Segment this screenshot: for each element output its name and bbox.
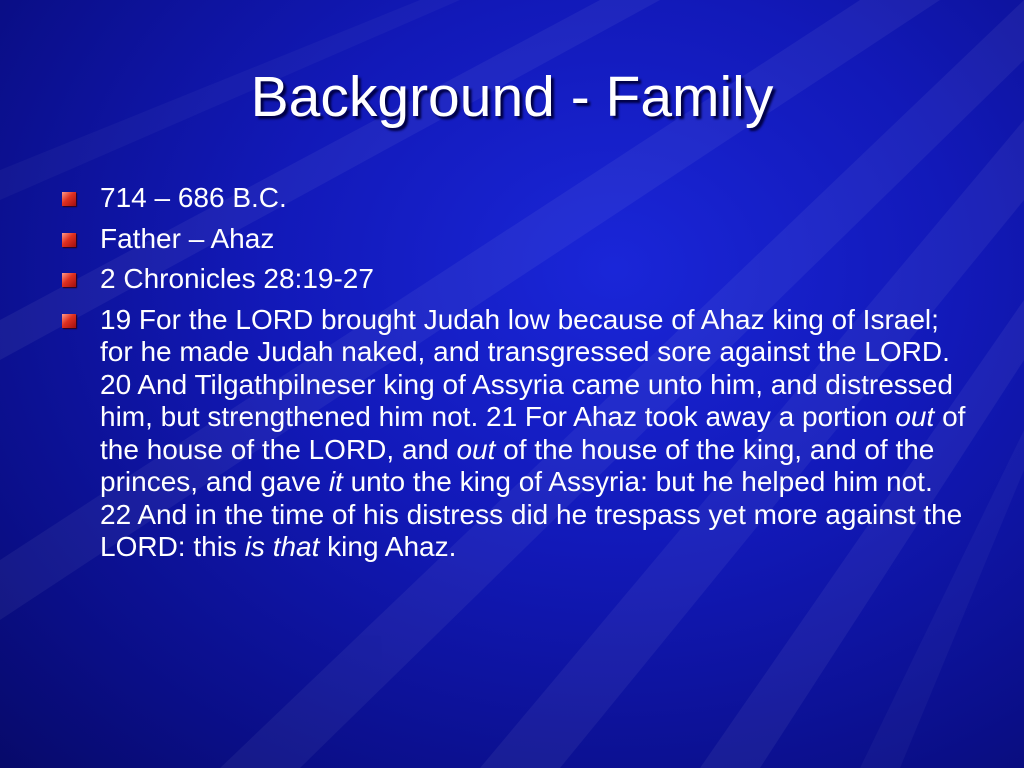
passage-italic: it xyxy=(328,466,343,497)
passage-italic: out xyxy=(895,401,935,432)
passage-italic: out xyxy=(456,433,496,465)
bullet-text: 2 Chronicles 28:19-27 xyxy=(100,263,374,294)
slide-title: Background - Family xyxy=(250,65,774,129)
bullet-item-passage xyxy=(60,304,970,564)
red-square-bullet-icon xyxy=(62,314,76,328)
red-square-bullet-icon xyxy=(62,273,76,287)
passage-segment: king Ahaz. xyxy=(319,531,457,562)
bullet-item-dates xyxy=(60,182,970,215)
bullet-item-reference xyxy=(60,263,970,296)
bullet-list xyxy=(60,182,970,572)
passage-text xyxy=(100,304,965,563)
bullet-text: 714 – 686 B.C. xyxy=(100,182,287,213)
passage-segment: of the house of the LORD, and xyxy=(100,401,966,465)
red-square-bullet-icon xyxy=(62,233,76,247)
bullet-text: Father – Ahaz xyxy=(100,222,275,254)
bullet-item-father xyxy=(60,223,970,256)
passage-italic: is that xyxy=(244,531,320,562)
passage-segment: of the house of the king, and of the princes, and gave xyxy=(100,433,935,497)
red-square-bullet-icon xyxy=(62,192,76,206)
passage-segment: 19 For the LORD brought Judah low because of Ahaz king of Israel; for he made Judah naked, and transgressed sore against the LORD. 20 And Tilgathpilneser king of Assyria came unto him, and distressed him, but strengthened him not. 21 For Ahaz took away a portion xyxy=(100,303,953,432)
passage-segment: unto the king of Assyria: but he helped him not. 22 And in the time of his distress did he trespass yet more against the LORD: this xyxy=(100,466,963,562)
